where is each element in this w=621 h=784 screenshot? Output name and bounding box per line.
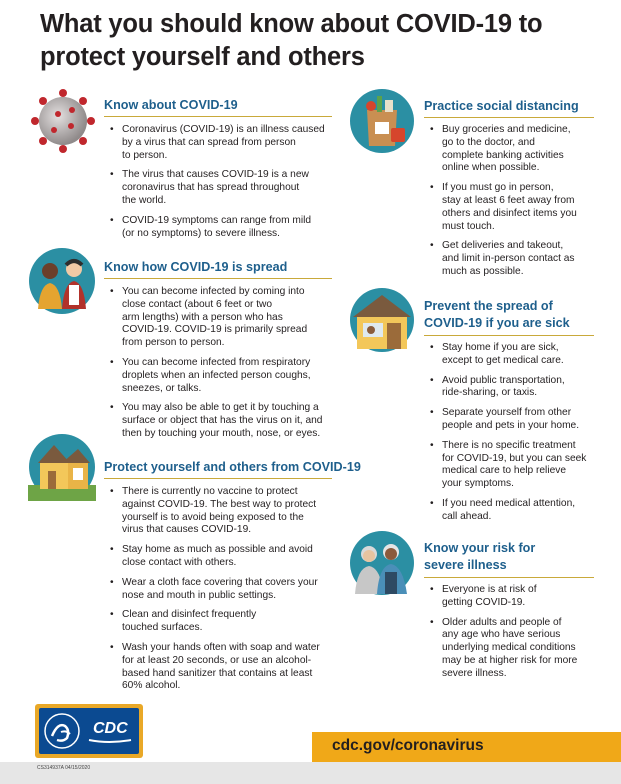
section-heading: Practice social distancing (424, 99, 579, 113)
url-banner (312, 732, 621, 762)
page-title-line1: What you should know about COVID-19 to (40, 10, 543, 38)
list-item: • You can become infected from respiratory droplets when an infected person coughs, sneezes, or talks. (108, 357, 340, 395)
coronavirus-icon (28, 86, 98, 156)
section-heading-line2: severe illness (424, 558, 507, 572)
section-heading: Know how COVID-19 is spread (104, 260, 288, 274)
list-item: • Wash your hands often with soap and water for at least 20 seconds, or use an alcohol- based hand sanitizer that contains at least 60% alcohol. (108, 642, 340, 693)
bullet-list (428, 342, 598, 531)
list-item: • There is no specific treatment for COVID-19, but you can seek medical care to help relieve your symptoms. (428, 440, 598, 491)
list-item: • Stay home as much as possible and avoid close contact with others. (108, 544, 340, 570)
section-divider (104, 478, 332, 479)
sick-at-home-icon (349, 287, 415, 353)
hhs-seal-icon (43, 712, 81, 750)
list-item: • You may also be able to get it by touching a surface or object that has the virus on it, and then by touching your mouth, nose, or eyes. (108, 402, 340, 440)
list-item: • Get deliveries and takeout, and limit in-person contact as much as possible. (428, 240, 598, 278)
footer-bar (0, 762, 621, 784)
list-item: • Everyone is at risk of getting COVID-19. (428, 584, 598, 610)
page-title (40, 8, 600, 74)
section-heading (424, 540, 535, 574)
cdc-logo-text: CDC (93, 720, 128, 737)
section-divider (104, 278, 332, 279)
section-heading: Protect yourself and others from COVID-19 (104, 460, 361, 474)
older-adults-icon (349, 530, 415, 596)
cdc-logo-panel (39, 708, 139, 754)
list-item: • If you need medical attention, call ahead. (428, 498, 598, 524)
house-icon (28, 433, 96, 501)
section-heading-line2: COVID-19 if you are sick (424, 316, 570, 330)
section-divider (424, 335, 594, 336)
list-item: • The virus that causes COVID-19 is a new coronavirus that has spread throughout the world. (108, 169, 338, 207)
people-coughing-icon (28, 247, 96, 315)
list-item: • There is currently no vaccine to protect against COVID-19. The best way to protect yourself is to avoid being exposed to the virus that causes COVID-19. (108, 486, 340, 537)
bullet-list (108, 486, 340, 700)
section-divider (424, 577, 594, 578)
website-link[interactable]: cdc.gov/coronavirus (332, 737, 484, 754)
list-item: • Stay home if you are sick, except to get medical care. (428, 342, 598, 368)
list-item: • COVID-19 symptoms can range from mild (or no symptoms) to severe illness. (108, 215, 338, 241)
list-item: • Coronavirus (COVID-19) is an illness caused by a virus that can spread from person to person. (108, 124, 338, 162)
section-divider (104, 116, 332, 117)
grocery-bag-icon (349, 88, 415, 154)
section-heading-line1: Know your risk for (424, 541, 536, 555)
document-code: CS314937A 04/15/2020 (37, 765, 91, 771)
list-item: • Avoid public transportation, ride-sharing, or taxis. (428, 375, 598, 401)
page-title-line2: protect yourself and others (40, 43, 365, 71)
section-heading-line1: Prevent the spread of (424, 299, 553, 313)
section-divider (424, 117, 594, 118)
list-item: • Separate yourself from other people and pets in your home. (428, 407, 598, 433)
list-item: • If you must go in person, stay at least 6 feet away from others and disinfect items you must touch. (428, 182, 598, 233)
bullet-list (428, 124, 598, 286)
cdc-logo (35, 704, 143, 758)
section-heading: Know about COVID-19 (104, 98, 238, 112)
bullet-list (108, 286, 340, 448)
list-item: • Clean and disinfect frequently touched surfaces. (108, 609, 340, 635)
list-item: • Buy groceries and medicine, go to the doctor, and complete banking activities online when possible. (428, 124, 598, 175)
list-item: • You can become infected by coming into close contact (about 6 feet or two arm lengths) with a person who has COVID-19. COVID-19 is primarily spread from person to person. (108, 286, 340, 350)
list-item: • Older adults and people of any age who have serious underlying medical conditions may be at higher risk for more severe illness. (428, 617, 598, 681)
bullet-list (428, 584, 598, 688)
section-heading (424, 298, 570, 332)
bullet-list (108, 124, 338, 247)
list-item: • Wear a cloth face covering that covers your nose and mouth in public settings. (108, 577, 340, 603)
